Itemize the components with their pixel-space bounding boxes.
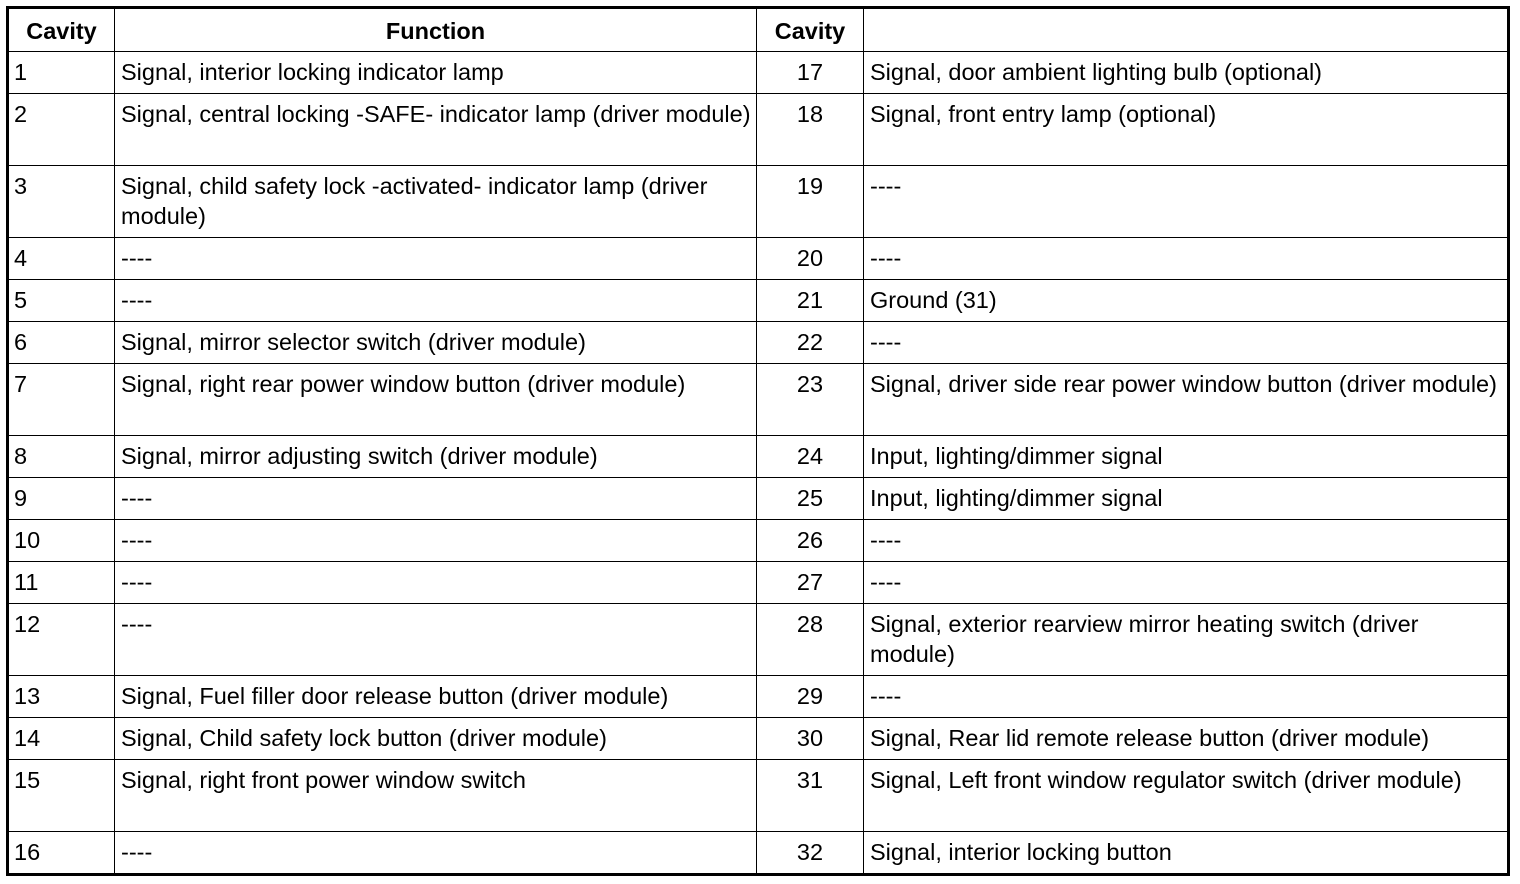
right-function-cell: ---- xyxy=(864,166,1509,238)
right-function-cell: Signal, interior locking button xyxy=(864,832,1509,875)
table-row xyxy=(8,604,1509,676)
left-function-cell: Signal, child safety lock -activated- indicator lamp (driver module) xyxy=(115,166,757,238)
right-function-cell: Signal, exterior rearview mirror heating switch (driver module) xyxy=(864,604,1509,676)
left-function-cell: Signal, right rear power window button (driver module) xyxy=(115,364,757,436)
left-cavity-cell: 2 xyxy=(8,94,115,166)
right-cavity-cell: 18 xyxy=(757,94,864,166)
left-function-cell: Signal, interior locking indicator lamp xyxy=(115,52,757,94)
left-cavity-cell: 12 xyxy=(8,604,115,676)
left-cavity-cell: 13 xyxy=(8,676,115,718)
right-cavity-cell: 21 xyxy=(757,280,864,322)
connector-pinout-table xyxy=(6,6,1510,876)
right-cavity-cell: 26 xyxy=(757,520,864,562)
right-function-cell: ---- xyxy=(864,322,1509,364)
table-row xyxy=(8,520,1509,562)
table-row xyxy=(8,718,1509,760)
left-cavity-cell: 10 xyxy=(8,520,115,562)
right-function-cell: Ground (31) xyxy=(864,280,1509,322)
right-function-cell: Input, lighting/dimmer signal xyxy=(864,436,1509,478)
header-row xyxy=(8,8,1509,52)
left-function-cell: ---- xyxy=(115,478,757,520)
table-row xyxy=(8,478,1509,520)
left-function-cell: ---- xyxy=(115,238,757,280)
left-function-cell: ---- xyxy=(115,562,757,604)
header-cavity-right: Cavity xyxy=(757,8,864,52)
table-row xyxy=(8,322,1509,364)
left-cavity-cell: 3 xyxy=(8,166,115,238)
right-cavity-cell: 24 xyxy=(757,436,864,478)
left-function-cell: Signal, mirror adjusting switch (driver module) xyxy=(115,436,757,478)
table-row xyxy=(8,280,1509,322)
right-function-cell: ---- xyxy=(864,562,1509,604)
left-function-cell: Signal, right front power window switch xyxy=(115,760,757,832)
right-function-cell: Input, lighting/dimmer signal xyxy=(864,478,1509,520)
right-cavity-cell: 29 xyxy=(757,676,864,718)
left-function-cell: ---- xyxy=(115,520,757,562)
right-function-cell: ---- xyxy=(864,676,1509,718)
right-cavity-cell: 17 xyxy=(757,52,864,94)
left-function-cell: Signal, Child safety lock button (driver module) xyxy=(115,718,757,760)
left-function-cell: ---- xyxy=(115,832,757,875)
right-cavity-cell: 23 xyxy=(757,364,864,436)
right-cavity-cell: 31 xyxy=(757,760,864,832)
header-function-left: Function xyxy=(115,8,757,52)
right-function-cell: Signal, Rear lid remote release button (driver module) xyxy=(864,718,1509,760)
table-row xyxy=(8,94,1509,166)
right-cavity-cell: 30 xyxy=(757,718,864,760)
right-function-cell: Signal, front entry lamp (optional) xyxy=(864,94,1509,166)
left-function-cell: Signal, Fuel filler door release button (driver module) xyxy=(115,676,757,718)
right-function-cell: ---- xyxy=(864,520,1509,562)
table-row xyxy=(8,562,1509,604)
left-cavity-cell: 1 xyxy=(8,52,115,94)
table-row xyxy=(8,52,1509,94)
table-row xyxy=(8,832,1509,875)
right-cavity-cell: 32 xyxy=(757,832,864,875)
left-cavity-cell: 9 xyxy=(8,478,115,520)
left-cavity-cell: 6 xyxy=(8,322,115,364)
right-function-cell: ---- xyxy=(864,238,1509,280)
left-cavity-cell: 14 xyxy=(8,718,115,760)
header-function-right xyxy=(864,8,1509,52)
left-function-cell: ---- xyxy=(115,604,757,676)
table-row xyxy=(8,238,1509,280)
left-cavity-cell: 8 xyxy=(8,436,115,478)
left-function-cell: ---- xyxy=(115,280,757,322)
left-cavity-cell: 7 xyxy=(8,364,115,436)
right-cavity-cell: 19 xyxy=(757,166,864,238)
left-cavity-cell: 15 xyxy=(8,760,115,832)
left-cavity-cell: 4 xyxy=(8,238,115,280)
left-cavity-cell: 16 xyxy=(8,832,115,875)
table-row xyxy=(8,364,1509,436)
table-row xyxy=(8,676,1509,718)
right-function-cell: Signal, door ambient lighting bulb (optional) xyxy=(864,52,1509,94)
right-function-cell: Signal, driver side rear power window button (driver module) xyxy=(864,364,1509,436)
header-cavity-left: Cavity xyxy=(8,8,115,52)
right-cavity-cell: 28 xyxy=(757,604,864,676)
left-function-cell: Signal, mirror selector switch (driver module) xyxy=(115,322,757,364)
table-row xyxy=(8,436,1509,478)
left-function-cell: Signal, central locking -SAFE- indicator lamp (driver module) xyxy=(115,94,757,166)
table-row xyxy=(8,760,1509,832)
right-cavity-cell: 27 xyxy=(757,562,864,604)
right-cavity-cell: 20 xyxy=(757,238,864,280)
right-function-cell: Signal, Left front window regulator switch (driver module) xyxy=(864,760,1509,832)
table-row xyxy=(8,166,1509,238)
right-cavity-cell: 22 xyxy=(757,322,864,364)
left-cavity-cell: 5 xyxy=(8,280,115,322)
right-cavity-cell: 25 xyxy=(757,478,864,520)
left-cavity-cell: 11 xyxy=(8,562,115,604)
